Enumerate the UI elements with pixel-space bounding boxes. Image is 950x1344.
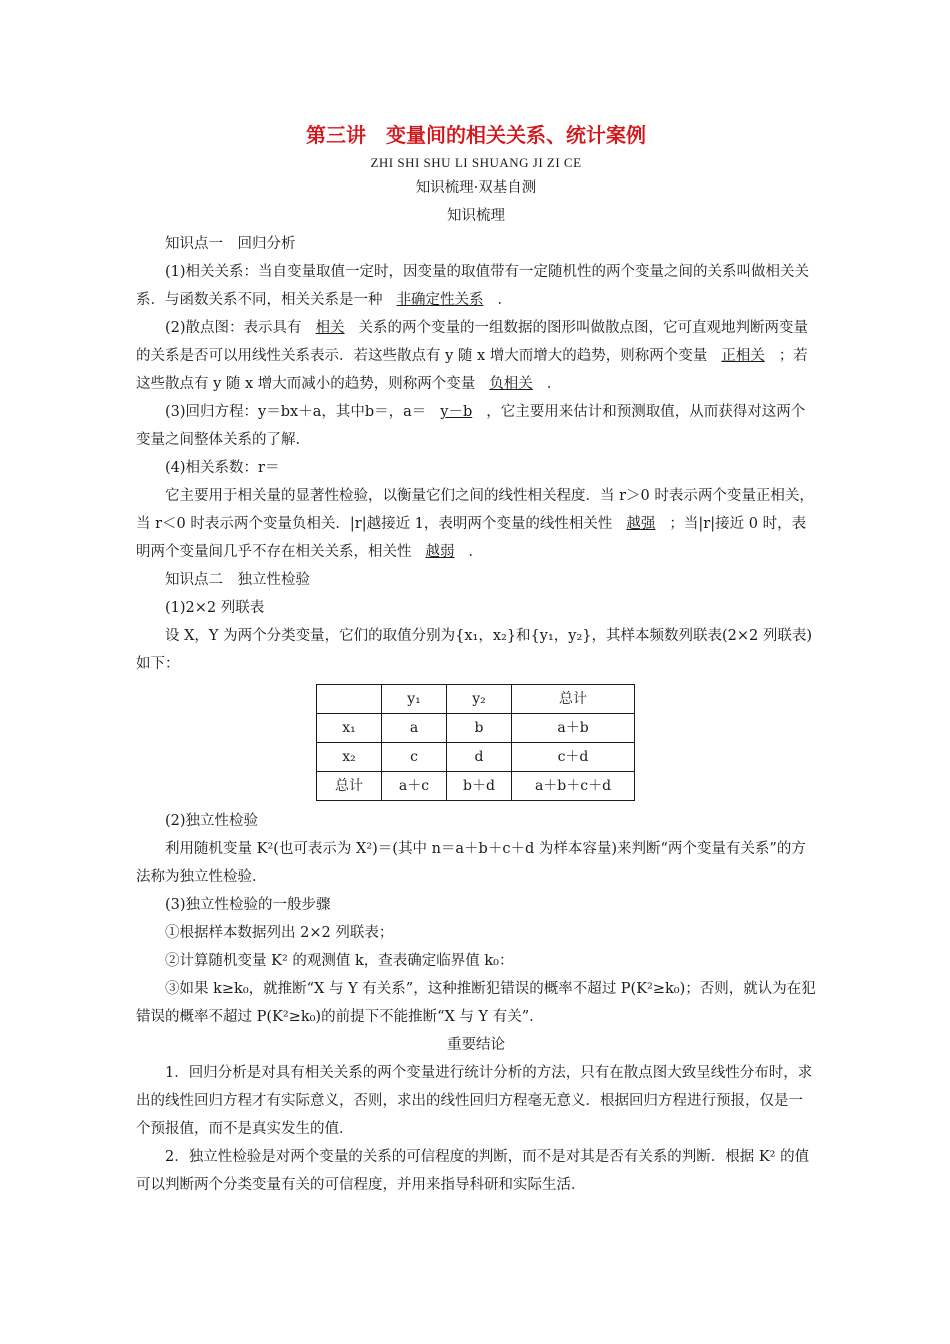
answer-blank: 非确定性关系 — [396, 292, 484, 308]
pinyin-subtitle: ZHI SHI SHU LI SHUANG JI ZI CE — [370, 155, 582, 170]
kp1-heading: 知识点一 回归分析 — [165, 236, 296, 252]
table-cell: a＋c — [382, 772, 447, 801]
kp2-heading: 知识点二 独立性检验 — [165, 572, 310, 588]
kp1-paragraph-1: (1)相关关系：当自变量取值一定时，因变量的取值带有一定随机性的两个变量之间的关系叫做相关关系．与函数关系不同，相关关系是一种 非确定性关系 ． — [136, 264, 810, 308]
kp2-step-2: ②计算随机变量 K² 的观测值 k，查表确定临界值 k₀： — [165, 953, 514, 969]
table-cell: c — [382, 743, 447, 772]
table-row — [317, 714, 635, 743]
table-row — [317, 685, 635, 714]
table-cell: a＋b＋c＋d — [512, 772, 635, 801]
conclusion-2: 2．独立性检验是对两个变量的关系的可信程度的判断，而不是对其是否有关系的判断．根据 K² 的值可以判断两个分类变量有关的可信程度，并用来指导科研和实际生活． — [136, 1149, 810, 1193]
table-cell: a＋b — [512, 714, 635, 743]
kp1-paragraph-5: 它主要用于相关量的显著性检验，以衡量它们之间的线性相关程度．当 r＞0 时表示两个变量正相关，当 r＜0 时表示两个变量负相关．|r|越接近 1，表明两个变量的线性相关性 越强 ；当|r|接近 0 时，表明两个变量间几乎不存在相关关系，相关性 越弱 ． — [136, 488, 814, 560]
conclusion-1: 1．回归分析是对具有相关关系的两个变量进行统计分析的方法，只有在散点图大致呈线性分布时，求出的线性回归方程才有实际意义，否则，求出的线性回归方程毫无意义．根据回归方程进行预报，仅是一个预报值，而不是真实发生的值． — [136, 1065, 813, 1137]
page-title: 第三讲 变量间的相关关系、统计案例 — [306, 123, 646, 147]
contingency-table — [316, 684, 635, 801]
kp1-paragraph-3: (3)回归方程：y＝bx＋a，其中b＝，a＝ y－b ，它主要用来估计和预测取值，从而获得对这两个变量之间整体关系的了解． — [136, 404, 806, 448]
table-cell: c＋d — [512, 743, 635, 772]
kp2-sub-1: (1)2×2 列联表 — [165, 600, 265, 616]
conclusions-heading: 重要结论 — [447, 1037, 505, 1053]
kp1-paragraph-4: (4)相关系数：r＝ — [165, 460, 280, 476]
table-cell — [317, 685, 382, 714]
kp1-paragraph-2: (2)散点图：表示具有 相关 关系的两个变量的一组数据的图形叫做散点图，它可直观地判断两变量的关系是否可以用线性关系表示．若这些散点有 y 随 x 增大而增大的趋势，则称两个变量 正相关 ；若这些散点有 y 随 x 增大而减小的趋势，则称两个变量 负相关 ． — [136, 320, 809, 392]
table-cell: d — [447, 743, 512, 772]
table-cell: y₂ — [447, 685, 512, 714]
answer-blank: y－b — [440, 404, 473, 420]
table-cell: b＋d — [447, 772, 512, 801]
kp2-sub-3: (3)独立性检验的一般步骤 — [165, 897, 331, 913]
table-cell: 总计 — [317, 772, 382, 801]
table-row — [317, 743, 635, 772]
table-cell: x₁ — [317, 714, 382, 743]
kp2-step-1: ①根据样本数据列出 2×2 列联表； — [165, 925, 394, 941]
section-heading: 知识梳理·双基自测 — [415, 180, 537, 196]
table-cell: y₁ — [382, 685, 447, 714]
answer-blank: 越弱 — [425, 544, 455, 560]
table-row — [317, 772, 635, 801]
kp2-step-3: ③如果 k≥k₀，就推断“X 与 Y 有关系”，这种推断犯错误的概率不超过 P(K²≥k₀)；否则，就认为在犯错误的概率不超过 P(K²≥k₀)的前提下不能推断“X 与 Y 有关”． — [136, 981, 816, 1025]
answer-blank: 正相关 — [721, 348, 765, 364]
table-cell: a — [382, 714, 447, 743]
table-cell: x₂ — [317, 743, 382, 772]
answer-blank: 负相关 — [489, 376, 533, 392]
table-cell: b — [447, 714, 512, 743]
kp2-sub-1-text: 设 X，Y 为两个分类变量，它们的取值分别为{x₁，x₂}和{y₁，y₂}，其样本频数列联表(2×2 列联表)如下： — [136, 628, 813, 672]
table-cell: 总计 — [512, 685, 635, 714]
answer-blank: 越强 — [626, 516, 656, 532]
kp2-sub-2: (2)独立性检验 — [165, 813, 259, 829]
answer-blank: 相关 — [315, 320, 345, 336]
subsection-heading: 知识梳理 — [447, 208, 505, 224]
document-page — [136, 118, 816, 1199]
kp2-sub-2-text: 利用随机变量 K²(也可表示为 X²)＝(其中 n＝a＋b＋c＋d 为样本容量)来判断“两个变量有关系”的方法称为独立性检验． — [136, 841, 806, 885]
